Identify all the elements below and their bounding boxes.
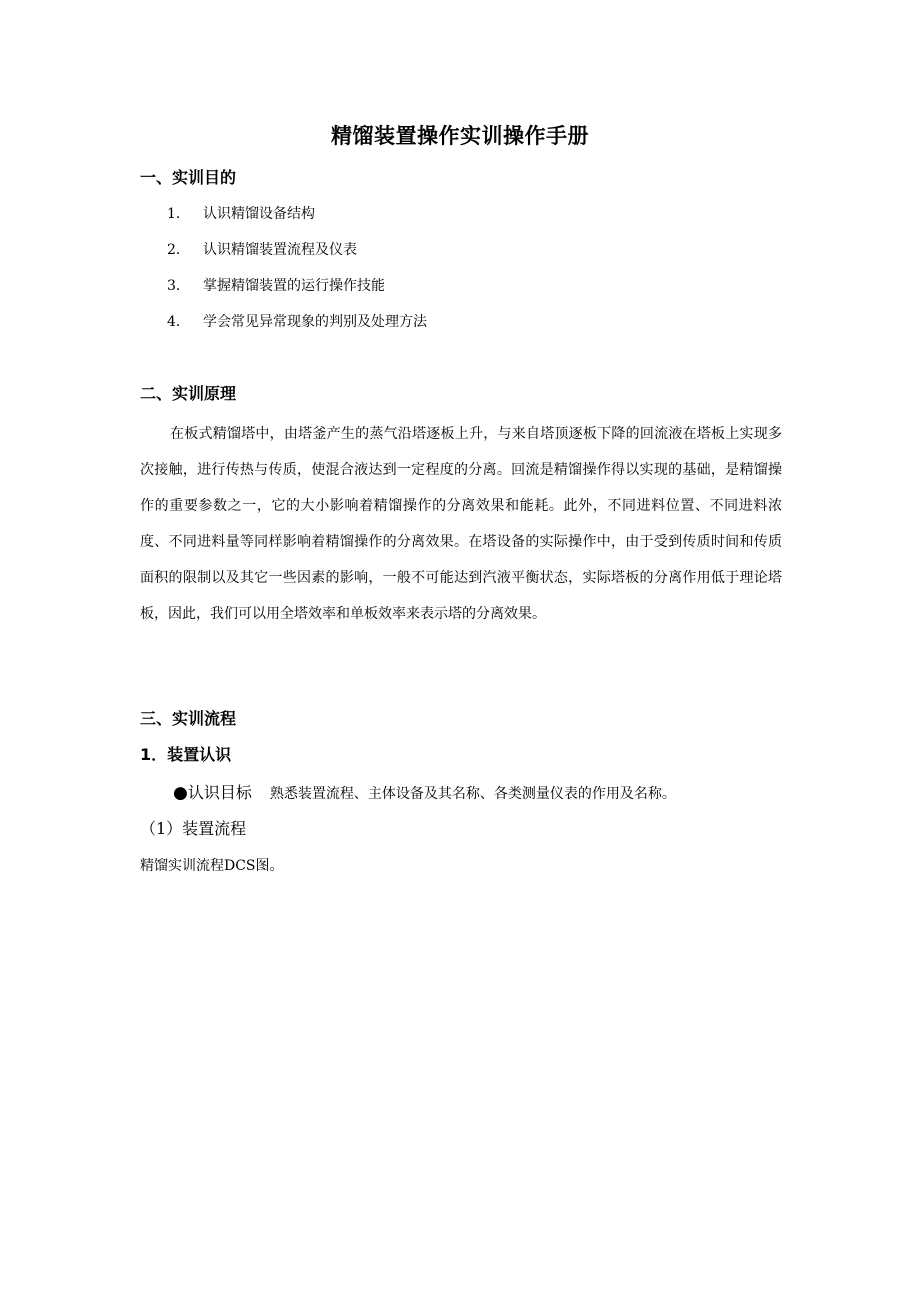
list-item-number: 4.: [167, 314, 181, 330]
goal-text: 熟悉装置流程、主体设备及其名称、各类测量仪表的作用及名称。: [269, 786, 676, 802]
section-heading-principle: 二、实训原理: [140, 384, 237, 403]
document-title: 精馏装置操作实训操作手册: [331, 124, 589, 148]
subsection-heading-equipment: 1．装置认识: [140, 745, 232, 764]
bullet-icon: ●: [173, 783, 188, 803]
dcs-note: 精馏实训流程DCS图。: [140, 858, 284, 874]
goal-label: 认识目标: [187, 783, 252, 802]
section-heading-objectives: 一、实训目的: [140, 168, 237, 187]
section-heading-process: 三、实训流程: [140, 709, 237, 728]
list-item-text: 认识精馏设备结构: [203, 206, 315, 222]
list-item: [167, 238, 427, 274]
list-item: [167, 274, 427, 310]
list-item-number: 1.: [167, 206, 181, 222]
list-item-number: 3.: [167, 278, 181, 294]
subsection-item-flow: （1）装置流程: [140, 819, 247, 838]
list-item-text: 认识精馏装置流程及仪表: [203, 242, 357, 258]
objectives-list: [167, 202, 427, 346]
list-item-number: 2.: [167, 242, 181, 258]
recognition-goal: [173, 780, 676, 807]
list-item: [167, 202, 427, 238]
list-item: [167, 310, 427, 346]
principle-paragraph: 在板式精馏塔中，由塔釜产生的蒸气沿塔逐板上升，与来自塔顶逐板下降的回流液在塔板上实现多次接触，进行传热与传质，使混合液达到一定程度的分离。回流是精馏操作得以实现的基础，是精馏操作的重要参数之一，它的大小影响着精馏操作的分离效果和能耗。此外，不同进料位置、不同进料浓度、不同进料量等同样影响着精馏操作的分离效果。在塔设备的实际操作中，由于受到传质时间和传质面积的限制以及其它一些因素的影响，一般不可能达到汽液平衡状态，实际塔板的分离作用低于理论塔板，因此，我们可以用全塔效率和单板效率来表示塔的分离效果。: [140, 426, 782, 622]
list-item-text: 学会常见异常现象的判别及处理方法: [203, 314, 427, 330]
list-item-text: 掌握精馏装置的运行操作技能: [203, 278, 385, 294]
